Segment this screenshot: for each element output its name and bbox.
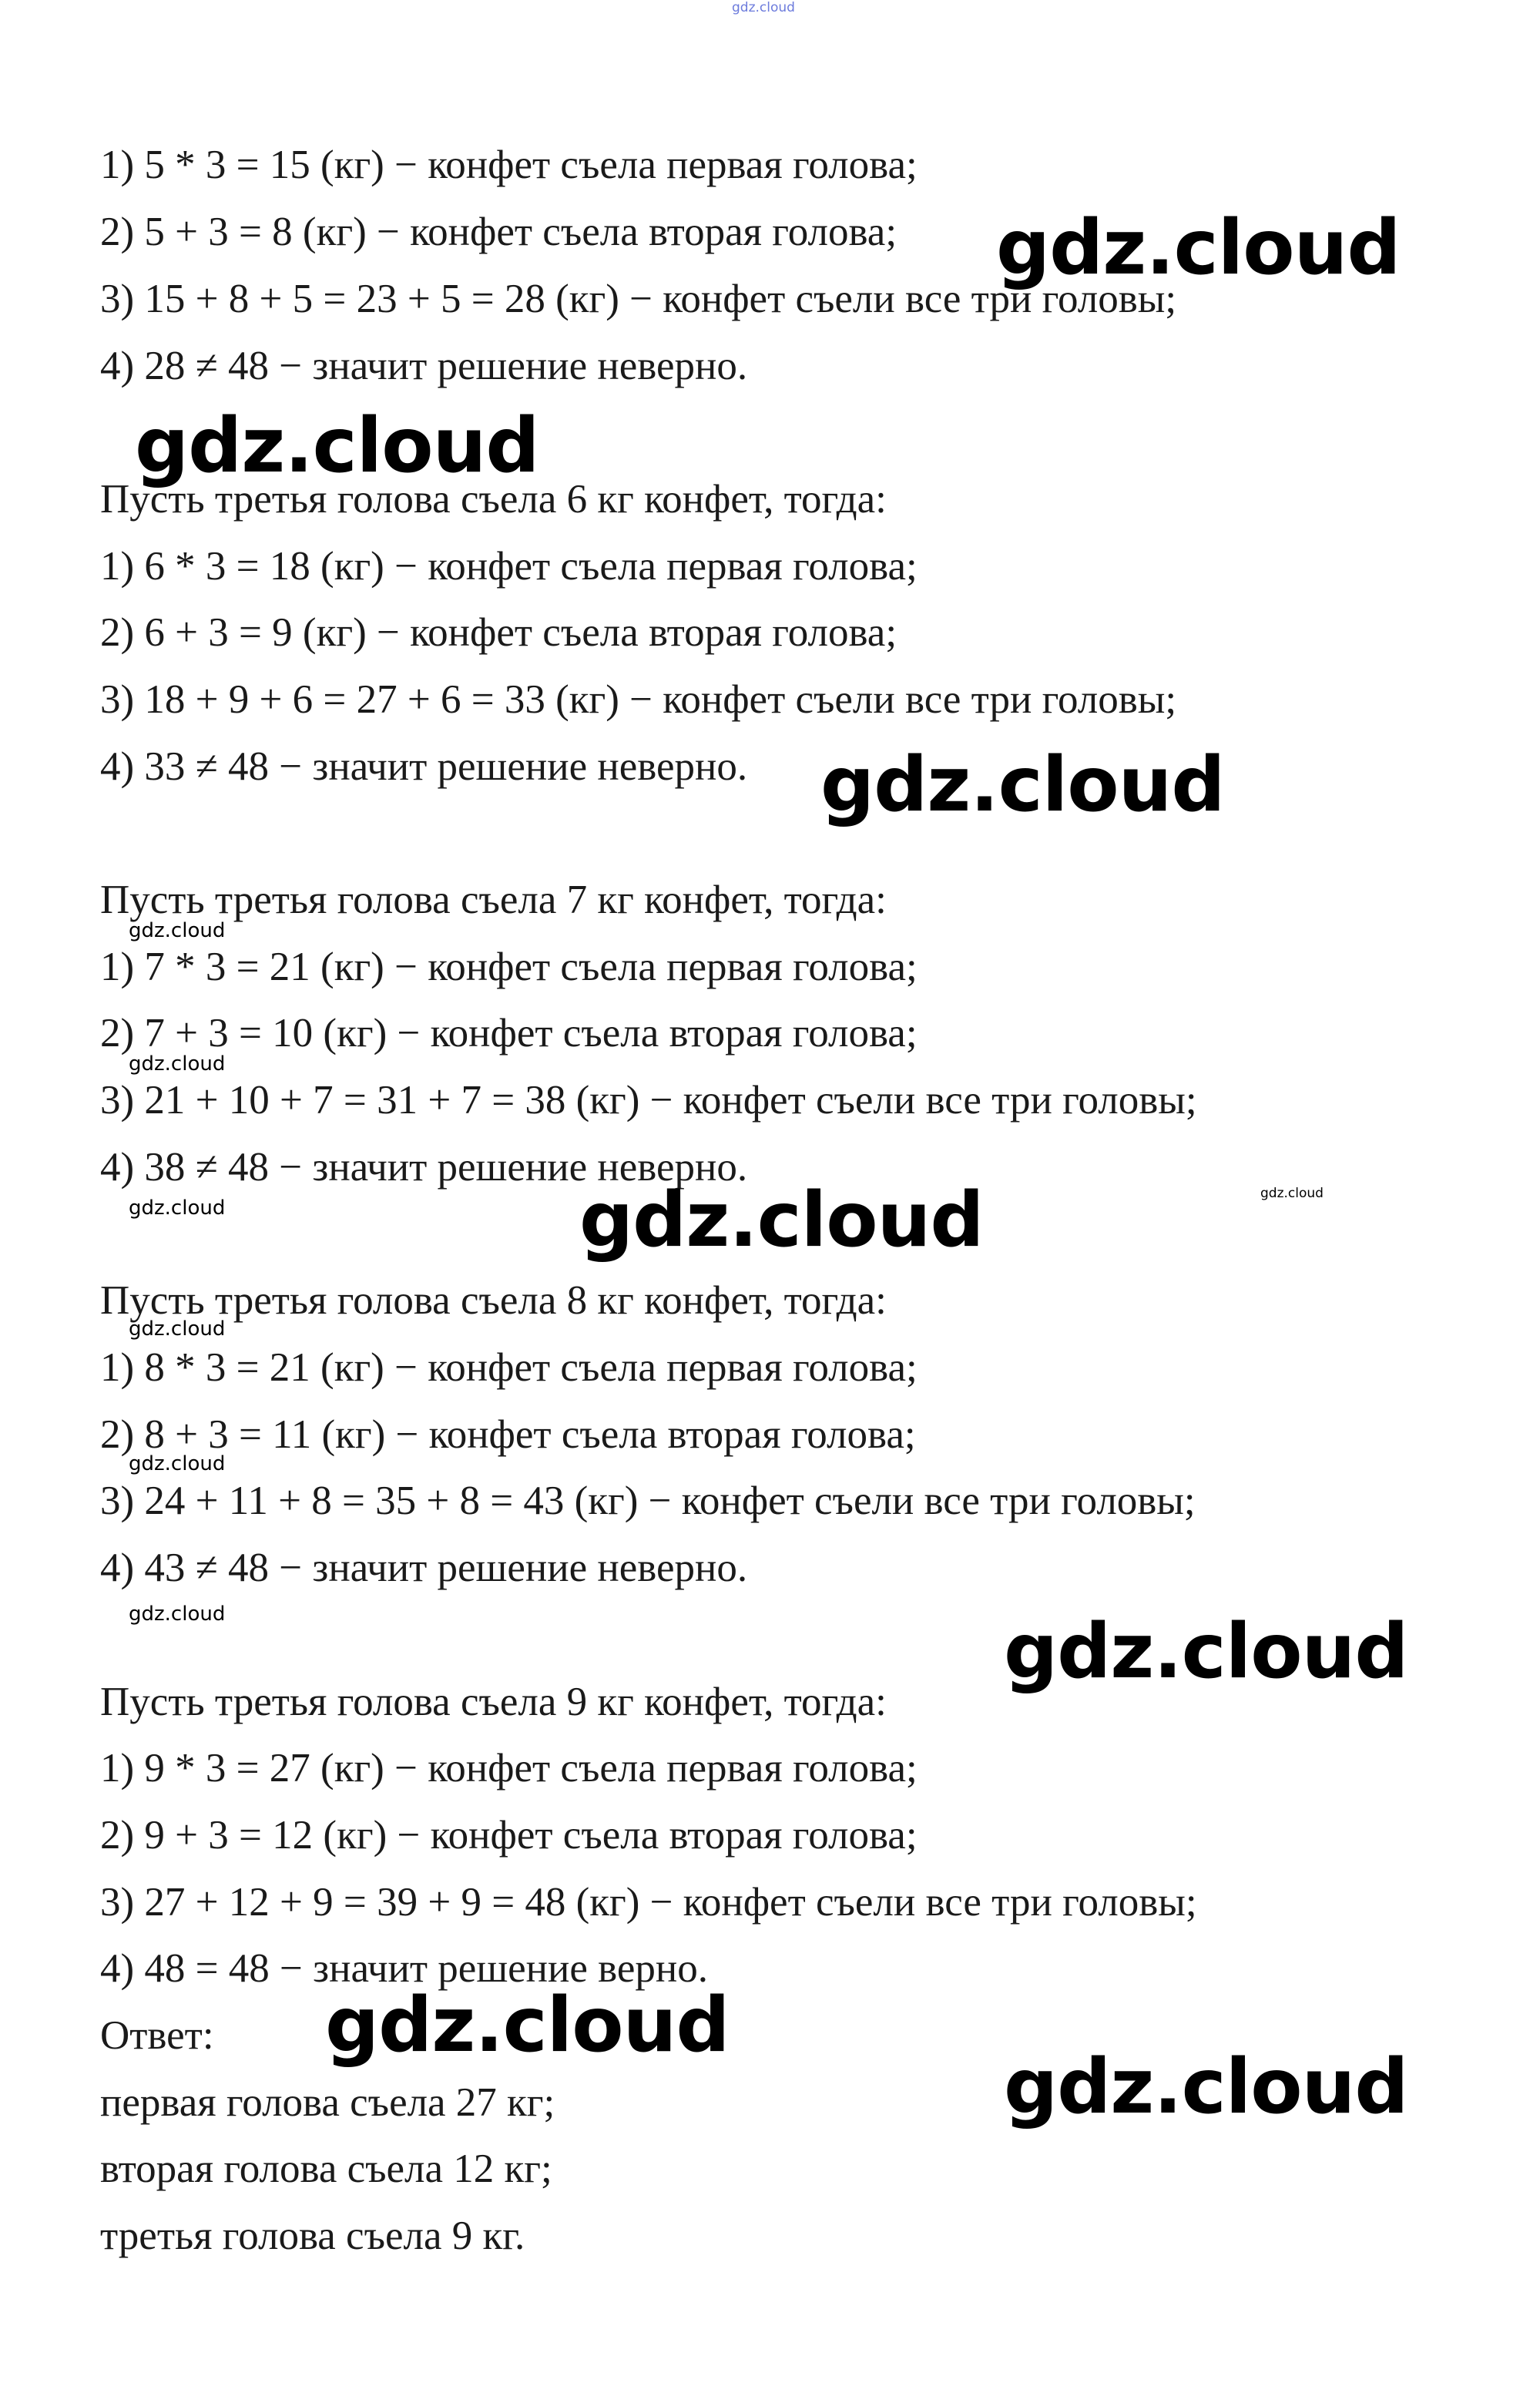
watermark-small: gdz.cloud [129, 1052, 226, 1076]
case-heading: Пусть третья голова съела 6 кг конфет, тогда: [100, 477, 887, 522]
case-heading: Пусть третья голова съела 8 кг конфет, тогда: [100, 1278, 887, 1323]
solution-line: 2) 8 + 3 = 11 (кг) − конфет съела вторая голова; [100, 1412, 916, 1457]
watermark-large: gdz.cloud [325, 1982, 730, 2069]
solution-line: 4) 43 ≠ 48 − значит решение неверно. [100, 1546, 748, 1590]
solution-line: 3) 15 + 8 + 5 = 23 + 5 = 28 (кг) − конфет съели все три головы; [100, 277, 1177, 321]
solution-line: 4) 38 ≠ 48 − значит решение неверно. [100, 1145, 748, 1190]
solution-line: 4) 48 = 48 − значит решение верно. [100, 1946, 709, 1991]
case-heading: Пусть третья голова съела 7 кг конфет, тогда: [100, 878, 887, 922]
watermark-large: gdz.cloud [1004, 1608, 1408, 1696]
solution-line: 1) 9 * 3 = 27 (кг) − конфет съела первая голова; [100, 1746, 918, 1791]
watermark-large: gdz.cloud [820, 741, 1225, 829]
watermark-large: gdz.cloud [579, 1176, 984, 1264]
solution-line: 2) 5 + 3 = 8 (кг) − конфет съела вторая голова; [100, 210, 897, 254]
solution-line: 1) 7 * 3 = 21 (кг) − конфет съела первая голова; [100, 945, 918, 989]
solution-line: 1) 5 * 3 = 15 (кг) − конфет съела первая голова; [100, 143, 918, 187]
case-heading: Пусть третья голова съела 9 кг конфет, тогда: [100, 1680, 887, 1724]
watermark-small: gdz.cloud [129, 919, 226, 942]
watermark-large: gdz.cloud [135, 402, 539, 490]
watermark-small: gdz.cloud [129, 1317, 226, 1341]
solution-line: 4) 28 ≠ 48 − значит решение неверно. [100, 344, 748, 388]
watermark-tiny: gdz.cloud [1260, 1186, 1324, 1201]
watermark-small: gdz.cloud [129, 1197, 226, 1220]
answer-line: вторая голова съела 12 кг; [100, 2146, 552, 2191]
solution-line: 1) 6 * 3 = 18 (кг) − конфет съела первая голова; [100, 544, 918, 589]
solution-line: 3) 27 + 12 + 9 = 39 + 9 = 48 (кг) − конфет съели все три головы; [100, 1880, 1197, 1925]
solution-line: 3) 21 + 10 + 7 = 31 + 7 = 38 (кг) − конфет съели все три головы; [100, 1078, 1197, 1123]
answer-line: первая голова съела 27 кг; [100, 2080, 555, 2125]
solution-line: 2) 6 + 3 = 9 (кг) − конфет съела вторая голова; [100, 610, 897, 655]
solution-line: 1) 8 * 3 = 21 (кг) − конфет съела первая голова; [100, 1345, 918, 1390]
watermark-large: gdz.cloud [1004, 2043, 1408, 2131]
watermark-small: gdz.cloud [129, 1452, 226, 1475]
answer-label: Ответ: [100, 2013, 214, 2058]
solution-line: 3) 24 + 11 + 8 = 35 + 8 = 43 (кг) − конфет съели все три головы; [100, 1478, 1196, 1523]
watermark-large: gdz.cloud [996, 204, 1401, 292]
watermark-top: gdz.cloud [732, 0, 795, 15]
solution-line: 2) 7 + 3 = 10 (кг) − конфет съела вторая голова; [100, 1011, 918, 1056]
solution-line: 4) 33 ≠ 48 − значит решение неверно. [100, 744, 748, 789]
solution-line: 3) 18 + 9 + 6 = 27 + 6 = 33 (кг) − конфет съели все три головы; [100, 677, 1177, 722]
watermark-small: gdz.cloud [129, 1603, 226, 1626]
answer-line: третья голова съела 9 кг. [100, 2214, 525, 2258]
solution-line: 2) 9 + 3 = 12 (кг) − конфет съела вторая голова; [100, 1813, 918, 1858]
